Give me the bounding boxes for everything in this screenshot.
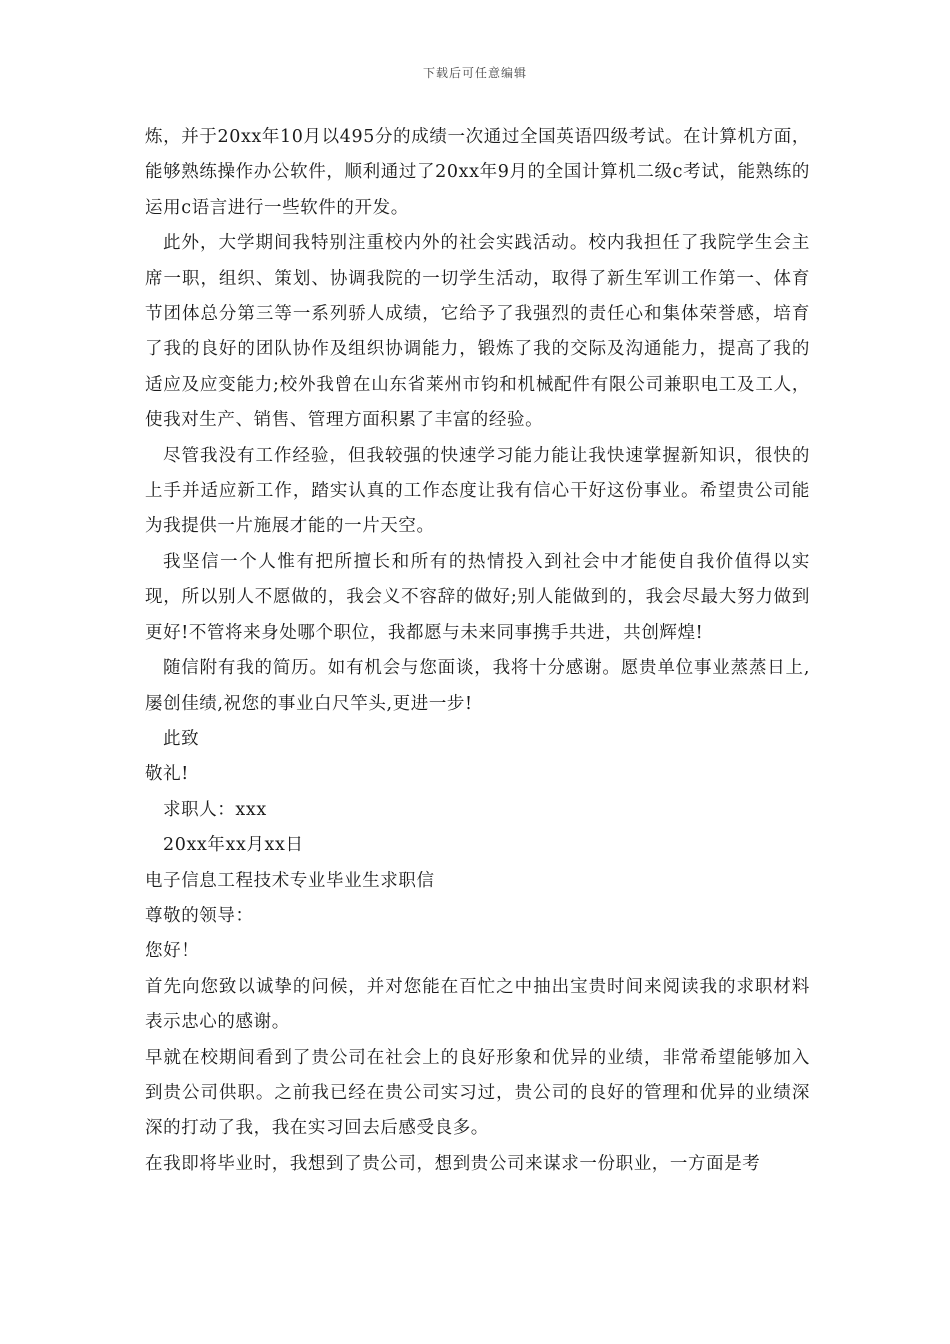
- paragraph-graduation: 在我即将毕业时，我想到了贵公司，想到贵公司来谋求一份职业，一方面是考: [145, 1153, 761, 1174]
- paragraph-company-impression: 早就在校期间看到了贵公司在社会上的良好形象和优异的业绩，非常希望能够加入到贵公司供职。之前我已经在贵公司实习过，贵公司的良好的管理和优异的业绩深深的打动了我，我在实习回去后感受良多。: [145, 1047, 810, 1139]
- paragraph-education-skills: 炼，并于20xx年10月以495分的成绩一次通过全国英语四级考试。在计算机方面，能够熟练操作办公软件，顺利通过了20xx年9月的全国计算机二级c考试，能熟练的运用c语言进行一些软件的开发。: [145, 127, 810, 218]
- document-body: [145, 120, 810, 1182]
- page-header: 下载后可任意编辑: [422, 66, 527, 80]
- paragraph-learning-ability: 尽管我没有工作经验，但我较强的快速学习能力能让我快速掌握新知识，很快的上手并适应新工作，踏实认真的工作态度让我有信心干好这份事业。希望贵公司能为我提供一片施展才能的一片天空。: [145, 445, 810, 537]
- paragraph-self-value: 我坚信一个人惟有把所擅长和所有的热情投入到社会中才能使自我价值得以实现，所以别人不愿做的，我会义不容辞的做好;别人能做到的，我会尽最大努力做到更好!不管将来身处哪个职位，我都愿与未来同事携手共进，共创辉煌!: [145, 551, 810, 643]
- paragraph-resume-attached: 随信附有我的简历。如有机会与您面谈，我将十分感谢。愿贵单位事业蒸蒸日上,屡创佳绩,祝您的事业白尺竿头,更进一步!: [145, 658, 810, 714]
- letter-date: 20xx年xx月xx日: [163, 835, 304, 856]
- closing-regards: 敬礼!: [145, 764, 189, 785]
- applicant-signature: 求职人：xxx: [163, 799, 267, 820]
- section-title: 电子信息工程技术专业毕业生求职信: [145, 870, 435, 891]
- closing-salutation: 此致: [163, 728, 200, 749]
- greeting-recipient: 尊敬的领导：: [145, 905, 254, 926]
- paragraph-thanks: 首先向您致以诚挚的问候，并对您能在百忙之中抽出宝贵时间来阅读我的求职材料表示忠心的感谢。: [145, 976, 810, 1033]
- paragraph-social-practice: 此外，大学期间我特别注重校内外的社会实践活动。校内我担任了我院学生会主席一职，组织、策划、协调我院的一切学生活动，取得了新生军训工作第一、体育节团体总分第三等一系列骄人成绩，它给予了我强烈的责任心和集体荣誉感，培育了我的良好的团队协作及组织协调能力，锻炼了我的交际及沟通能力，提高了我的适应及应变能力;校外我曾在山东省莱州市钧和机械配件有限公司兼职电工及工人，使我对生产、销售、管理方面积累了丰富的经验。: [145, 233, 810, 431]
- greeting-hello: 您好！: [145, 941, 200, 962]
